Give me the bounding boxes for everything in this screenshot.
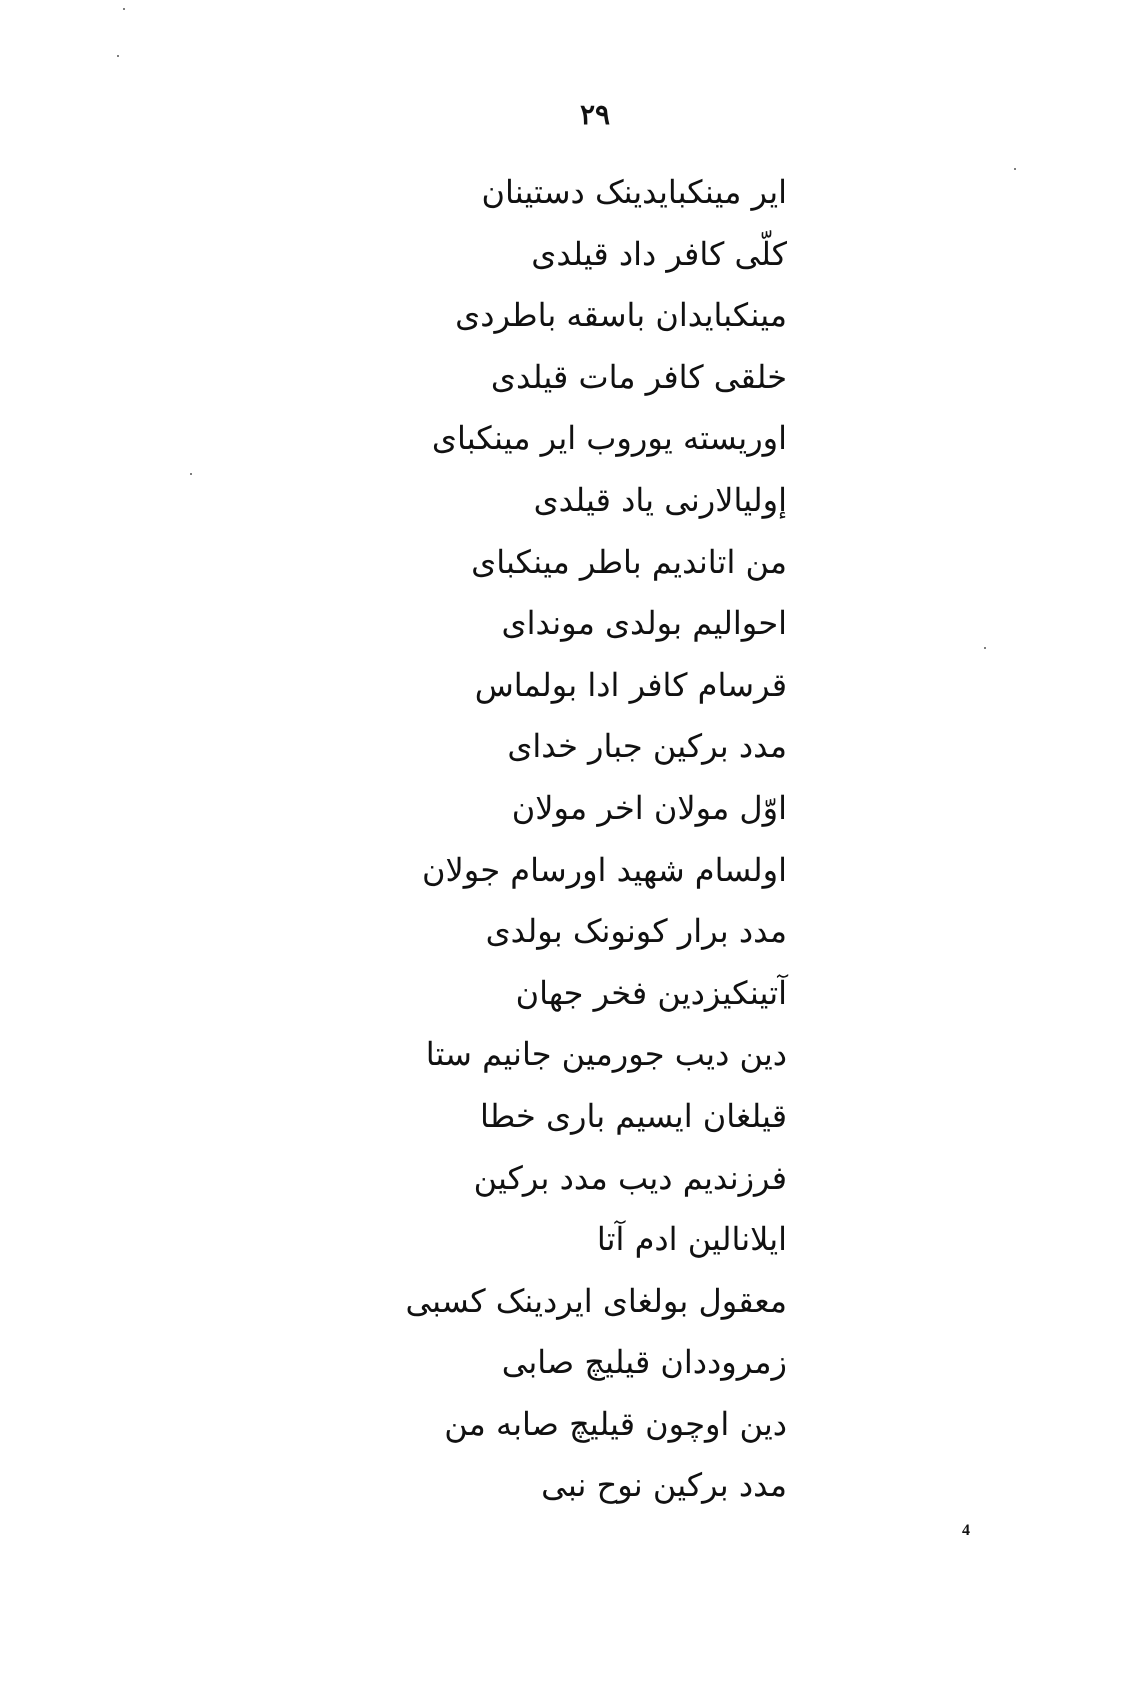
verse-line: ایر مینکبایدینک دستینان — [481, 173, 787, 211]
verse-line: اوّل مولان اخر مولان — [511, 788, 787, 827]
verse-line: قیلغان ایسیم باری خطا — [480, 1096, 787, 1135]
verse-line: فرزندیم دیب مدد برکین — [473, 1158, 787, 1197]
verse-line: خلقی کافر مات قیلدی — [490, 357, 787, 396]
verse-line: مدد برار کونونک بولدی — [485, 912, 787, 951]
verse-line: مدد برکین نوح نبی — [541, 1466, 787, 1505]
verse-line: دین اوچون قیلیچ صابه من — [444, 1404, 787, 1443]
poem-verses — [367, 162, 787, 1517]
scan-speck — [117, 55, 119, 57]
verse-line: مینکبایدان باسقه باطردی — [455, 296, 787, 335]
verse-line: دین دیب جورمین جانیم ستا — [425, 1035, 787, 1074]
signature-mark: 4 — [962, 1522, 970, 1539]
scan-speck — [190, 473, 192, 475]
verse-line: آتینکیزدین فخر جهان — [515, 973, 787, 1012]
scan-speck — [123, 8, 125, 10]
scan-speck — [1014, 168, 1016, 170]
verse-line: مدد برکین جبار خدای — [507, 727, 787, 766]
verse-line: اولسام شهید اورسام جولان — [422, 850, 787, 889]
scan-speck — [984, 647, 986, 649]
verse-line: ایلانالین ادم آتا — [596, 1220, 787, 1259]
verse-line: زمروددان قیلیچ صابی — [501, 1343, 787, 1382]
verse-line: کلّی کافر داد قیلدی — [531, 234, 787, 273]
verse-line: إولیالارنی یاد قیلدی — [533, 480, 787, 519]
page-number: ۲۹ — [579, 98, 611, 131]
verse-line: احوالیم بولدی موندای — [501, 604, 787, 643]
verse-line: من اتاندیم باطر مینکبای — [471, 542, 787, 581]
verse-line: اوریسته یوروب ایر مینکبای — [431, 419, 787, 458]
verse-line: قرسام کافر ادا بولماس — [474, 665, 787, 704]
verse-line: معقول بولغای ایردینک کسبی — [405, 1281, 787, 1320]
